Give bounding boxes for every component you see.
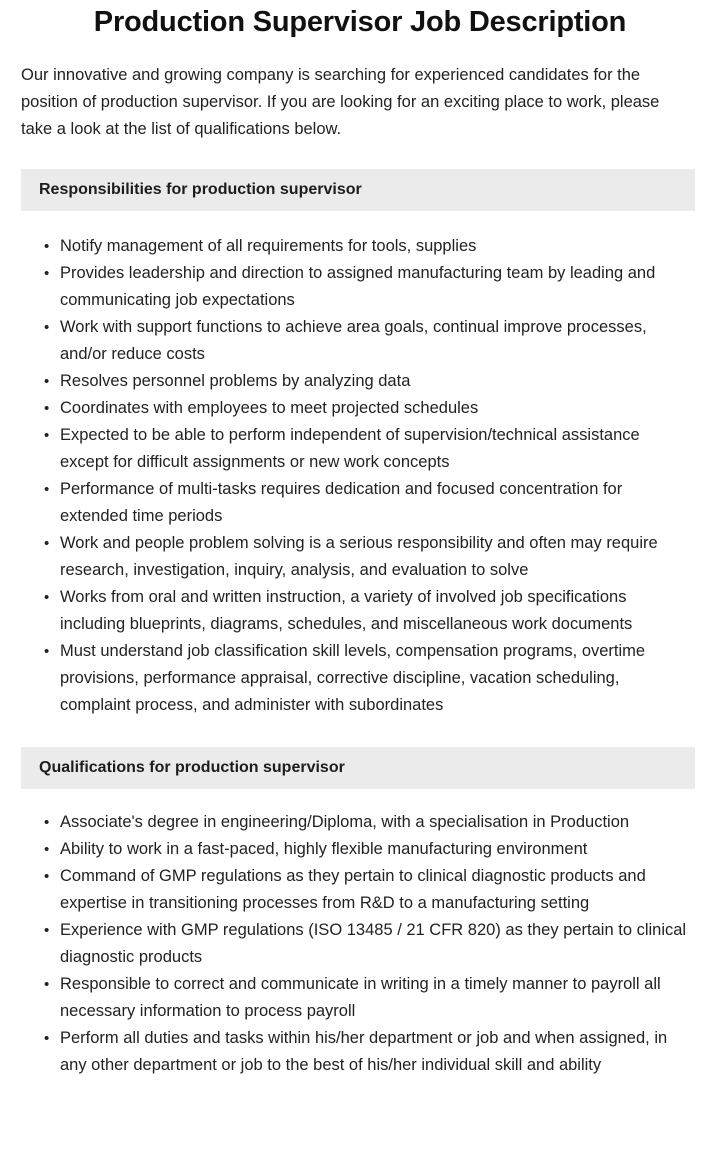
list-item: • Must understand job classification skill levels, compensation programs, overtime provisions, performance appraisal, corrective discipline, vacation scheduling, complaint process, and administer with subordinates: [0, 638, 720, 719]
list-item: • Expected to be able to perform independent of supervision/technical assistance except for difficult assignments or new work concepts: [0, 422, 720, 476]
list-item: • Coordinates with employees to meet projected schedules: [0, 395, 720, 422]
list-item: • Performance of multi-tasks requires dedication and focused concentration for extended time periods: [0, 476, 720, 530]
section-qualifications: [0, 747, 720, 1079]
intro-paragraph: Our innovative and growing company is searching for experienced candidates for the position of production supervisor. If you are looking for an exciting place to work, please take a look at the list of qualifications below.: [21, 66, 660, 138]
list-item: • Experience with GMP regulations (ISO 13485 / 21 CFR 820) as they pertain to clinical diagnostic products: [0, 917, 720, 971]
qualifications-list-wrapper: [0, 789, 720, 1079]
section-responsibilities: [0, 169, 720, 719]
list-item: • Works from oral and written instruction, a variety of involved job specifications including blueprints, diagrams, schedules, and miscellaneous work documents: [0, 584, 720, 638]
list-item: • Perform all duties and tasks within his/her department or job and when assigned, in any other department or job to the best of his/her individual skill and ability: [0, 1025, 720, 1079]
page-title: Production Supervisor Job Description: [93, 6, 627, 38]
section-header-responsibilities: Responsibilities for production supervisor: [21, 169, 695, 211]
list-item: • Work with support functions to achieve area goals, continual improve processes, and/or reduce costs: [0, 314, 720, 368]
list-item: • Command of GMP regulations as they pertain to clinical diagnostic products and expertise in transitioning processes from R&D to a manufacturing setting: [0, 863, 720, 917]
qualifications-list: [0, 809, 720, 1079]
list-item: • Responsible to correct and communicate in writing in a timely manner to payroll all necessary information to process payroll: [0, 971, 720, 1025]
list-item: • Provides leadership and direction to assigned manufacturing team by leading and communicating job expectations: [0, 260, 720, 314]
responsibilities-list: [0, 233, 720, 719]
list-item: • Work and people problem solving is a serious responsibility and often may require research, investigation, inquiry, analysis, and evaluation to solve: [0, 530, 720, 584]
list-item: • Notify management of all requirements for tools, supplies: [0, 233, 720, 260]
section-header-qualifications: Qualifications for production supervisor: [21, 747, 695, 789]
list-item: • Ability to work in a fast-paced, highly flexible manufacturing environment: [0, 836, 720, 863]
responsibilities-list-wrapper: [0, 211, 720, 719]
list-item: • Resolves personnel problems by analyzing data: [0, 368, 720, 395]
list-item: • Associate's degree in engineering/Diploma, with a specialisation in Production: [0, 809, 720, 836]
